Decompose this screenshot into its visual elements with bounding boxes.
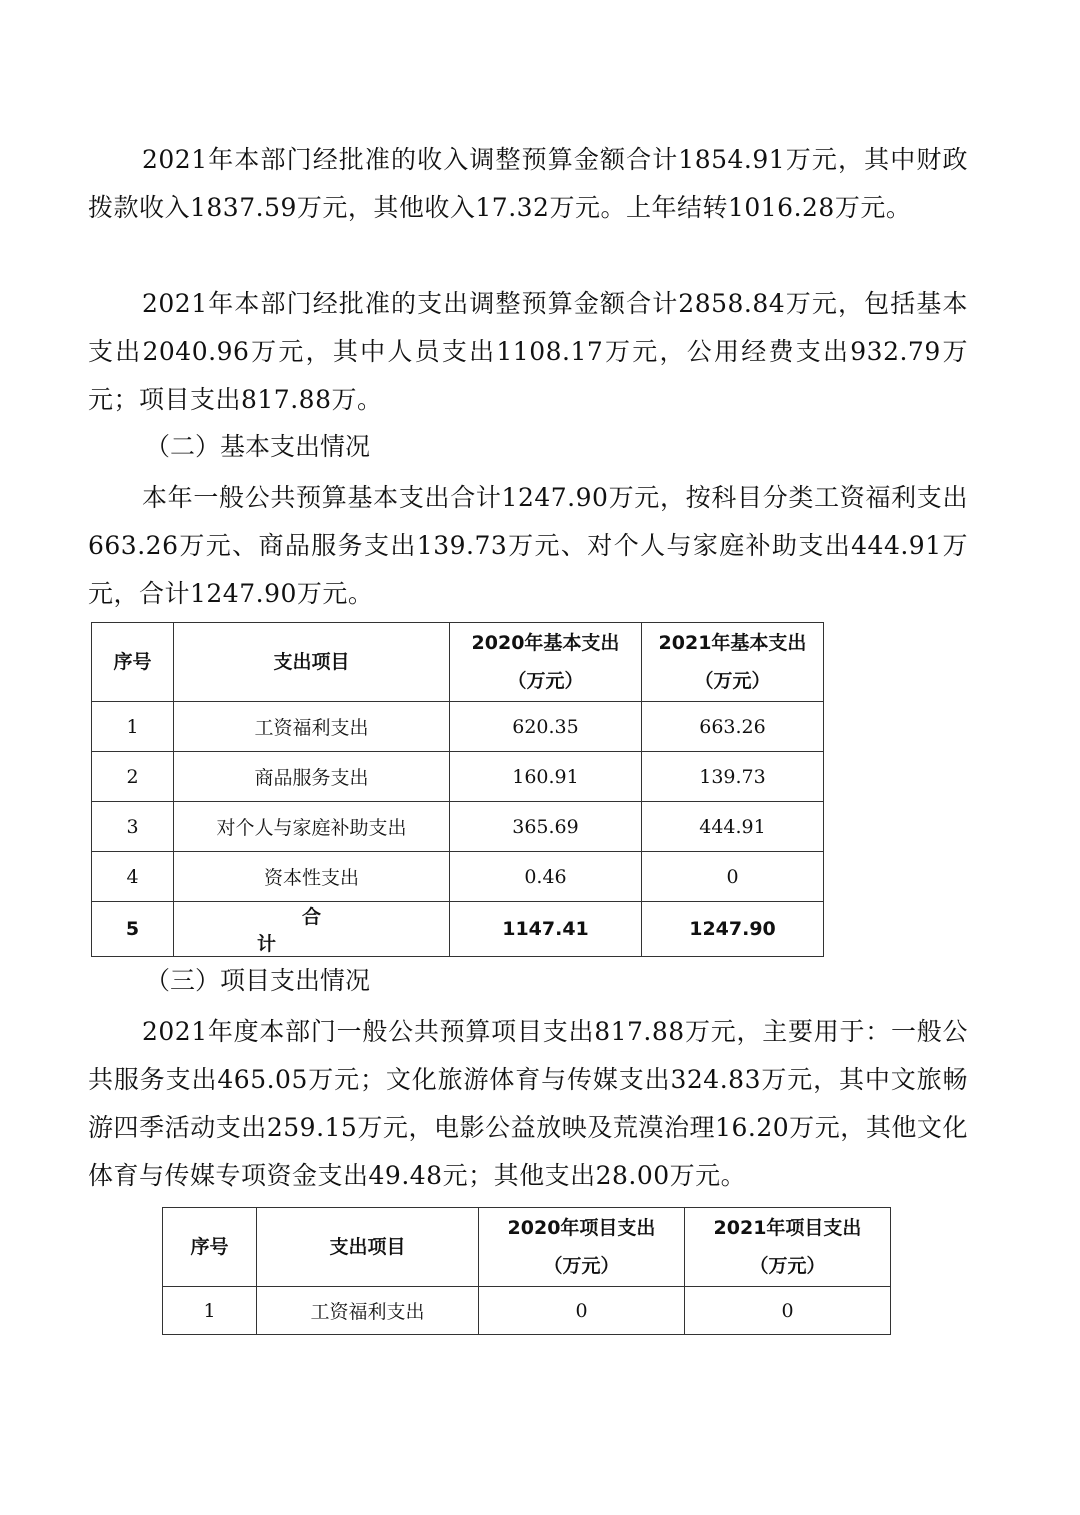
header-2020-line1: 2020年基本支出 [471, 632, 620, 654]
income-paragraph: 2021年本部门经批准的收入调整预算金额合计1854.91万元，其中财政拨款收入1837.59万元，其他收入17.32万元。上年结转1016.28万元。 [88, 145, 968, 222]
cell-2021: 444.91 [642, 802, 824, 852]
header-2021-line1: 2021年基本支出 [658, 632, 807, 654]
header-2020-line2: （万元） [507, 670, 584, 692]
table-row [92, 852, 824, 902]
basic-expenditure-heading: （二）基本支出情况 [145, 432, 371, 461]
header-2021 [685, 1208, 891, 1287]
cell-item: 工资福利支出 [257, 1287, 479, 1335]
project-expenditure-table [162, 1207, 891, 1335]
table-header-row [163, 1208, 891, 1287]
cell-2020: 620.35 [450, 702, 642, 752]
basic-expenditure-paragraph: 本年一般公共预算基本支出合计1247.90万元，按科目分类工资福利支出663.26万元、商品服务支出139.73万元、对个人与家庭补助支出444.91万元，合计1247.90万元。 [88, 483, 968, 608]
header-2021-line2: （万元） [749, 1255, 826, 1277]
header-2021 [642, 623, 824, 702]
cell-item: 商品服务支出 [174, 752, 450, 802]
project-expenditure-heading: （三）项目支出情况 [145, 966, 371, 995]
total-seq: 5 [92, 902, 174, 957]
cell-2021: 0 [685, 1287, 891, 1335]
total-label-text: 合计 [256, 906, 411, 955]
total-label [174, 902, 450, 957]
header-2021-line1: 2021年项目支出 [713, 1217, 862, 1239]
cell-2021: 0 [642, 852, 824, 902]
cell-item: 对个人与家庭补助支出 [174, 802, 450, 852]
table-row [92, 752, 824, 802]
header-2021-line2: （万元） [694, 670, 771, 692]
cell-2021: 139.73 [642, 752, 824, 802]
cell-item: 资本性支出 [174, 852, 450, 902]
header-2020 [479, 1208, 685, 1287]
cell-seq: 2 [92, 752, 174, 802]
header-2020 [450, 623, 642, 702]
table-row [92, 702, 824, 752]
header-2020-line1: 2020年项目支出 [507, 1217, 656, 1239]
project-expenditure-paragraph: 2021年度本部门一般公共预算项目支出817.88万元，主要用于：一般公共服务支出465.05万元；文化旅游体育与传媒支出324.83万元，其中文旅畅游四季活动支出259.15万元，电影公益放映及荒漠治理16.20万元，其他文化体育与传媒专项资金支出49.48元；其他支出28.00万元。 [88, 1017, 968, 1190]
table-header-row [92, 623, 824, 702]
cell-2020: 365.69 [450, 802, 642, 852]
cell-seq: 4 [92, 852, 174, 902]
cell-seq: 1 [163, 1287, 257, 1335]
total-2020: 1147.41 [450, 902, 642, 957]
cell-2020: 0 [479, 1287, 685, 1335]
expenditure-paragraph: 2021年本部门经批准的支出调整预算金额合计2858.84万元，包括基本支出2040.96万元，其中人员支出1108.17万元，公用经费支出932.79万元；项目支出817.88万。 [88, 289, 968, 414]
cell-seq: 1 [92, 702, 174, 752]
cell-seq: 3 [92, 802, 174, 852]
header-seq: 序号 [92, 623, 174, 702]
header-item: 支出项目 [257, 1208, 479, 1287]
total-2021: 1247.90 [642, 902, 824, 957]
header-seq: 序号 [163, 1208, 257, 1287]
table-total-row [92, 902, 824, 957]
table-row [92, 802, 824, 852]
header-2020-line2: （万元） [543, 1255, 620, 1277]
basic-expenditure-table [91, 622, 824, 957]
header-item: 支出项目 [174, 623, 450, 702]
cell-2020: 160.91 [450, 752, 642, 802]
cell-item: 工资福利支出 [174, 702, 450, 752]
cell-2020: 0.46 [450, 852, 642, 902]
table-row [163, 1287, 891, 1335]
cell-2021: 663.26 [642, 702, 824, 752]
